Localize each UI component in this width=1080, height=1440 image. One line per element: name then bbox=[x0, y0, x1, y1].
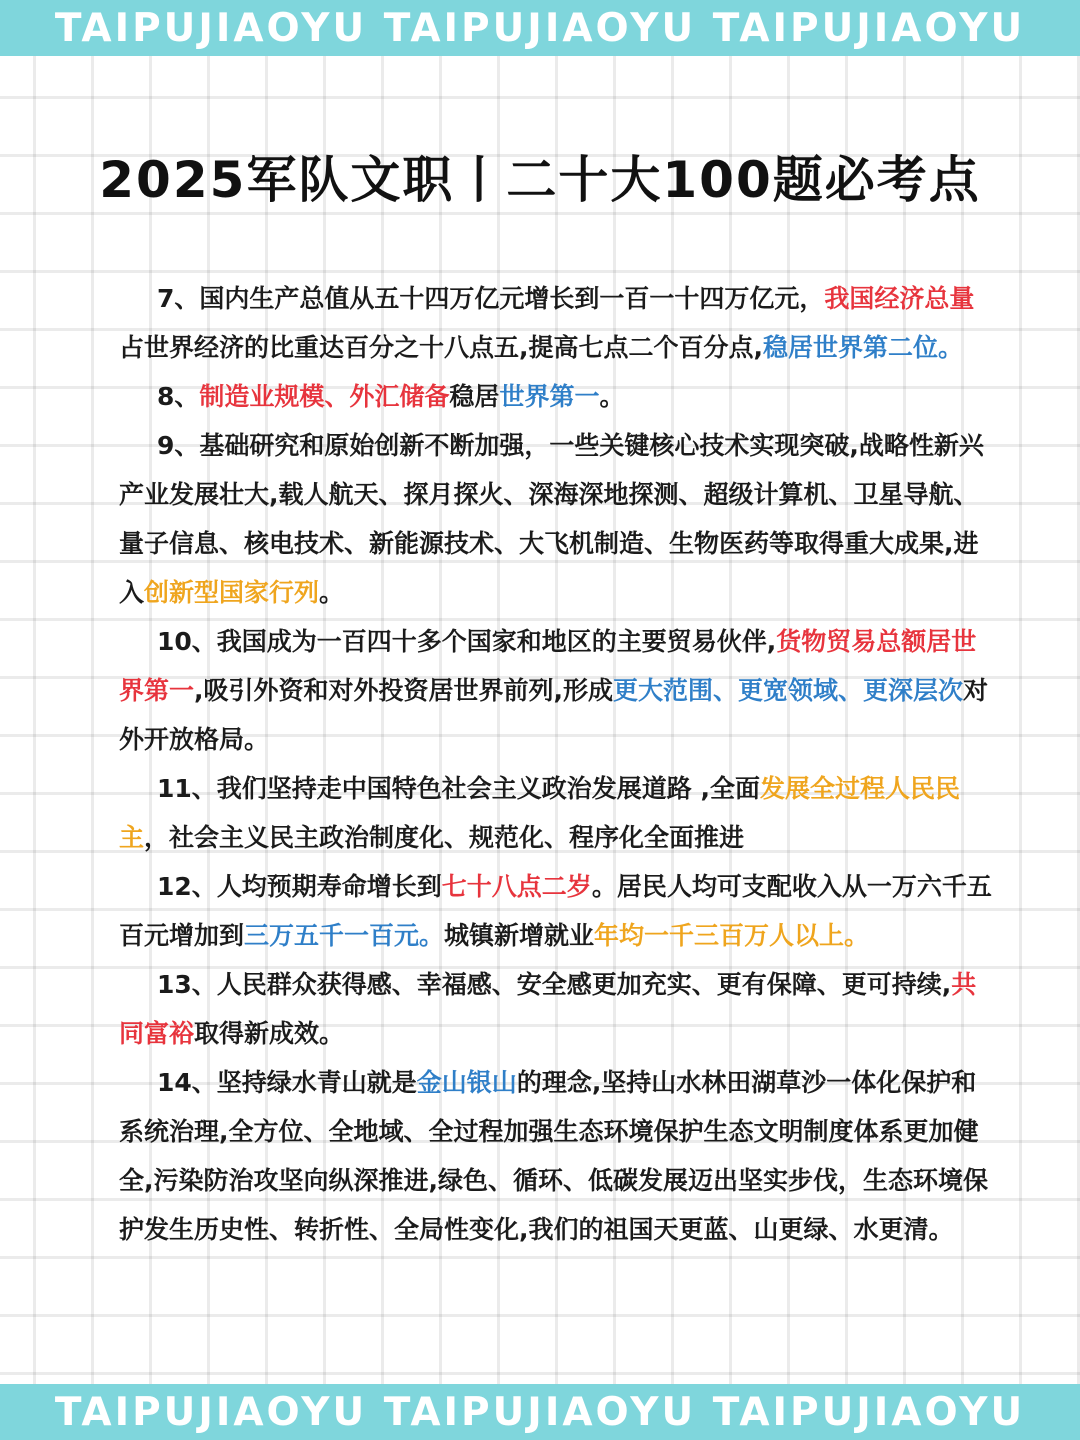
text-segment: 稳居 bbox=[449, 382, 500, 411]
item-11 bbox=[119, 764, 999, 862]
text-segment: 。居民人均可支配收入从一万六千五百元增加到 bbox=[119, 872, 992, 950]
item-10 bbox=[119, 617, 999, 764]
text-segment: 10、我国成为一百四十多个国家和地区的主要贸易伙伴, bbox=[157, 627, 777, 656]
text-segment: 14、坚持绿水青山就是 bbox=[157, 1068, 417, 1097]
text-segment: 。 bbox=[599, 382, 625, 411]
bottom-banner bbox=[0, 1384, 1080, 1440]
item-12 bbox=[119, 862, 999, 960]
highlight-orange: 创新型国家行列 bbox=[144, 578, 320, 607]
text-segment: 8、 bbox=[157, 382, 200, 411]
highlight-red: 制造业规模、外汇储备 bbox=[199, 382, 450, 411]
highlight-red: 我国经济总量 bbox=[824, 284, 975, 313]
highlight-blue: 金山银山 bbox=[416, 1068, 517, 1097]
page-title: 2025军队文职丨二十大100题必考点 bbox=[99, 151, 981, 209]
text-segment: 对外开放格局。 bbox=[119, 676, 989, 754]
text-segment: 城镇新增就业 bbox=[444, 921, 595, 950]
item-14 bbox=[119, 1058, 999, 1254]
text-segment: 占世界经济的比重达百分之十八点五,提高七点二个百分点, bbox=[119, 333, 763, 362]
text-segment: 取得新成效。 bbox=[194, 1019, 345, 1048]
text-segment: 11、我们坚持走中国特色社会主义政治发展道路 ,全面 bbox=[157, 774, 760, 803]
text-segment: ,吸引外资和对外投资居世界前列,形成 bbox=[194, 676, 614, 705]
highlight-red: 七十八点二岁 bbox=[441, 872, 592, 901]
content-body bbox=[119, 274, 999, 1254]
highlight-red: 共同富裕 bbox=[119, 970, 977, 1048]
top-banner-text: TAIPUJIAOYU TAIPUJIAOYU TAIPUJIAOYU bbox=[54, 5, 1026, 51]
highlight-orange: 年均一千三百万人以上。 bbox=[594, 921, 870, 950]
text-segment: 的理念,坚持山水林田湖草沙一体化保护和系统治理,全方位、全地域、全过程加强生态环境保护生态文明制度体系更加健全,污染防治攻坚向纵深推进,绿色、循环、低碳发展迈出坚实步伐，生态环境保护发生历史性、转折性、全局性变化,我们的祖国天更蓝、山更绿、水更清。 bbox=[119, 1068, 988, 1244]
item-9 bbox=[119, 421, 999, 617]
text-segment: 12、人均预期寿命增长到 bbox=[157, 872, 442, 901]
bottom-banner-text: TAIPUJIAOYU TAIPUJIAOYU TAIPUJIAOYU bbox=[54, 1389, 1026, 1435]
text-segment: 。 bbox=[319, 578, 345, 607]
item-8 bbox=[119, 372, 999, 421]
item-7 bbox=[119, 274, 999, 372]
text-segment: 9、基础研究和原始创新不断加强，一些关键核心技术实现突破,战略性新兴产业发展壮大,载人航天、探月探火、深海深地探测、超级计算机、卫星导航、量子信息、核电技术、新能源技术、大飞机制造、生物医药等取得重大成果,进入 bbox=[119, 431, 984, 607]
top-banner bbox=[0, 0, 1080, 56]
highlight-blue: 三万五千一百元。 bbox=[244, 921, 445, 950]
highlight-red: 货物贸易总额居世界第一 bbox=[119, 627, 977, 705]
highlight-blue: 更大范围、更宽领域、更深层次 bbox=[613, 676, 964, 705]
highlight-blue: 世界第一 bbox=[499, 382, 600, 411]
item-13 bbox=[119, 960, 999, 1058]
text-segment: 13、人民群众获得感、幸福感、安全感更加充实、更有保障、更可持续, bbox=[157, 970, 952, 999]
highlight-orange: 发展全过程人民民主 bbox=[119, 774, 961, 852]
text-segment: ，社会主义民主政治制度化、规范化、程序化全面推进 bbox=[144, 823, 745, 852]
text-segment: 7、国内生产总值从五十四万亿元增长到一百一十四万亿元， bbox=[157, 284, 825, 313]
highlight-blue: 稳居世界第二位。 bbox=[763, 333, 964, 362]
